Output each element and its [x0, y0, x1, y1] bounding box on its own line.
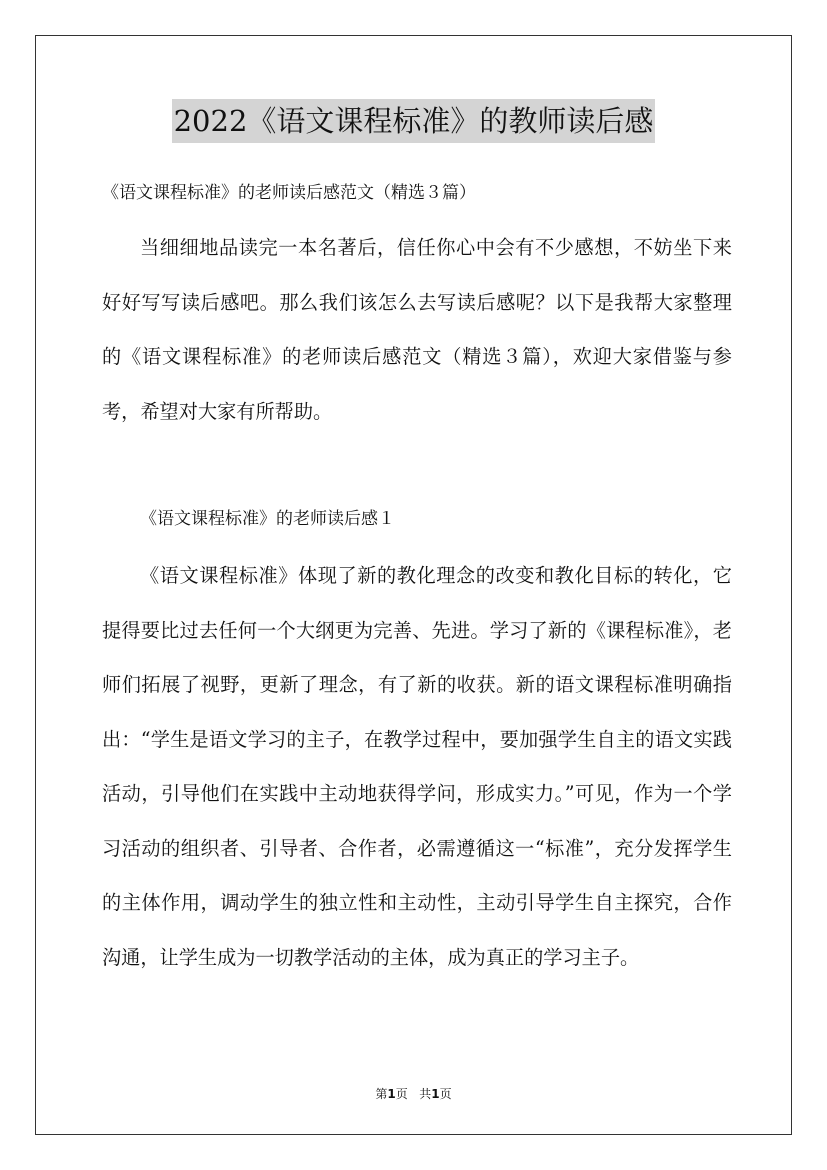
footer-total-prefix: 共: [419, 1087, 432, 1101]
footer-page-number: 1: [387, 1087, 396, 1101]
title-container: [0, 99, 827, 143]
footer-total-suffix: 页: [439, 1087, 452, 1101]
intro-paragraph: 当细细地品读完一本名著后，信任你心中会有不少感想，不妨坐下来好好写写读后感吧。那么我们该怎么去写读后感呢？以下是我帮大家整理的《语文课程标准》的老师读后感范文（精选３篇），欢迎大家借鉴与参考，希望对大家有所帮助。: [102, 236, 732, 423]
document-title: 2022《语文课程标准》的教师读后感: [172, 99, 656, 143]
footer-page-suffix: 页: [395, 1087, 408, 1101]
document-subtitle: 《语文课程标准》的老师读后感范文（精选３篇）: [102, 183, 476, 203]
page-footer: [0, 1086, 827, 1102]
section-paragraph: 《语文课程标准》体现了新的教化理念的改变和教化目标的转化，它提得要比过去任何一个大纲更为完善、先进。学习了新的《课程标准》，老师们拓展了视野，更新了理念，有了新的收获。新的语文课程标准明确指出：“学生是语文学习的主子，在教学过程中，要加强学生自主的语文实践活动，引导他们在实践中主动地获得学问，形成实力。”可见，作为一个学习活动的组织者、引导者、合作者，必需遵循这一“标准”，充分发挥学生的主体作用，调动学生的独立性和主动性，主动引导学生自主探究，合作沟通，让学生成为一切教学活动的主体，成为真正的学习主子。: [102, 564, 732, 969]
footer-page-prefix: 第: [375, 1087, 388, 1101]
footer-total-number: 1: [431, 1087, 440, 1101]
section-heading: 《语文课程标准》的老师读后感１: [140, 509, 395, 529]
